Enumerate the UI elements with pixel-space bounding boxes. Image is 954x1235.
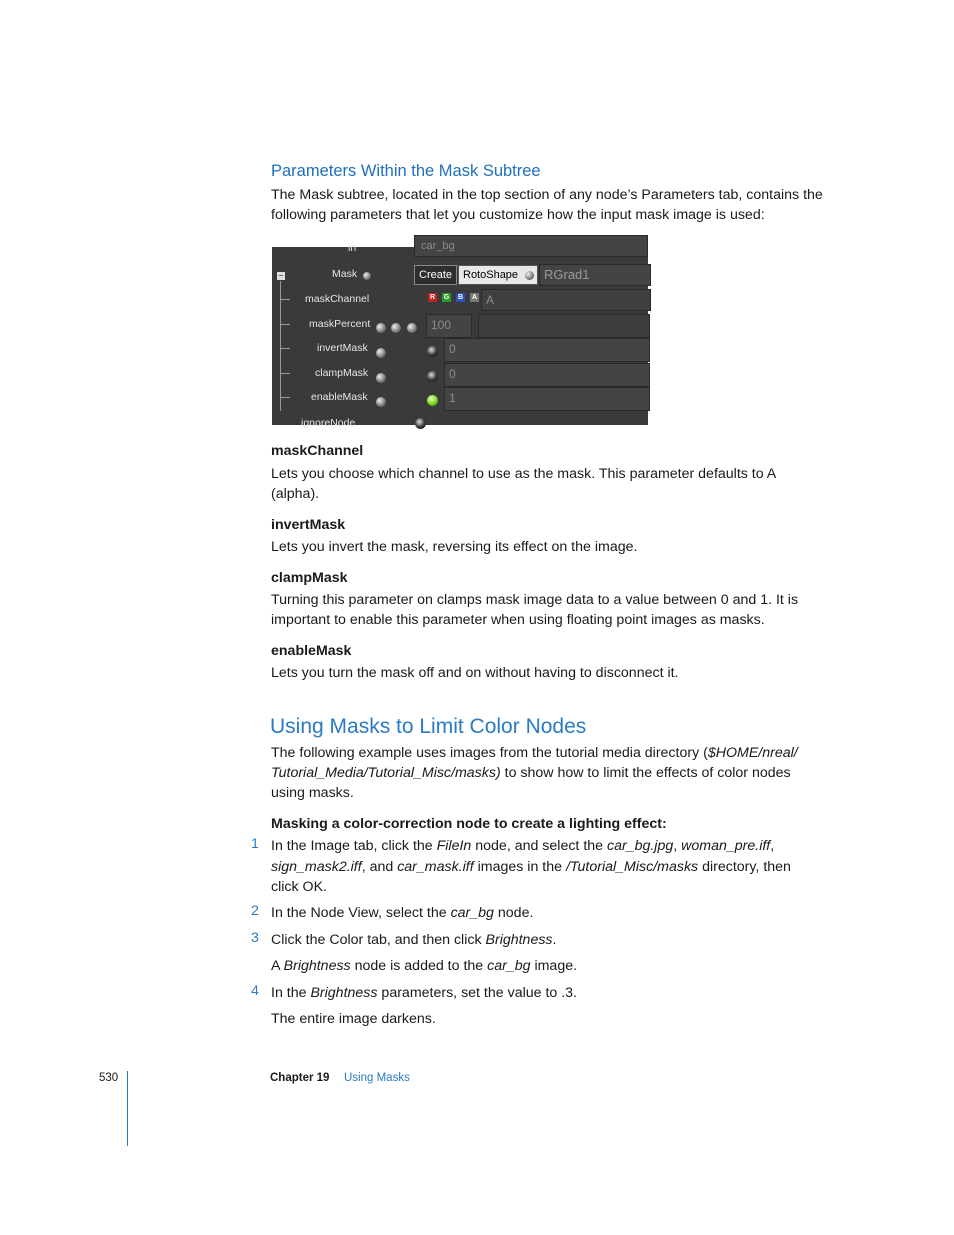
step-2-text [271,903,831,923]
step-3-result [271,956,831,976]
param-desc-maskchannel [271,464,831,504]
text-run: A [271,958,284,974]
text-run: In the Node View, select the [271,905,451,921]
italic-run: /Tutorial_Misc/masks [565,859,699,875]
step-number: 2 [251,903,259,919]
rgrad-field[interactable] [539,264,651,286]
intro2-line-2 [271,763,831,783]
step-number: 3 [251,930,259,946]
mask-knob-icon[interactable] [363,272,371,280]
clampmask-field[interactable] [444,363,650,387]
text-run: node, and select the [471,838,607,854]
italic-run: Brightness [283,958,351,974]
enablemask-knob-icon[interactable] [376,397,386,407]
maskchannel-value: A [486,293,495,307]
path-text: $HOME/nreal/ [707,745,798,761]
text-run: In the Image tab, click the [271,838,437,854]
create-button[interactable]: Create [414,265,457,285]
maskchannel-field [481,289,651,311]
italic-run: Brightness [485,932,553,948]
maskpercent-value: 100 [431,318,452,332]
rgrad-value: RGrad1 [544,267,590,282]
italic-run: woman_pre.iff [681,838,771,854]
alpha-channel-toggle[interactable]: A [471,294,478,301]
red-channel-toggle[interactable]: R [429,294,436,301]
in-field [414,235,648,257]
text-run: directory, then [698,859,791,875]
step-4-result: The entire image darkens. [271,1011,436,1027]
enablemask-value: 1 [449,391,456,405]
intro-line-2: following parameters that let you customize how the input mask image is used: [271,207,765,223]
invertmask-knob-icon[interactable] [376,348,386,358]
text-run: In the [271,985,311,1001]
link-icon[interactable] [391,323,401,333]
invertmask-field[interactable] [444,338,650,362]
enablemask-field[interactable] [444,387,650,411]
text-run: images in the [473,859,566,875]
lock-icon[interactable] [407,323,417,333]
step-line [271,857,831,877]
text-run: , [770,838,775,854]
param-name-enablemask: enableMask [271,643,352,659]
clampmask-value: 0 [449,367,456,381]
param-desc-enablemask: Lets you turn the mask off and on without having to disconnect it. [271,665,679,681]
param-name-maskchannel: maskChannel [271,443,364,459]
intro-line-1: The Mask subtree, located in the top section of any node’s Parameters tab, contains the [271,187,823,203]
clampmask-toggle[interactable] [427,371,438,382]
text-run: The following example uses images from the tutorial media directory ( [271,745,708,761]
tree-branch [280,299,290,300]
param-desc-invertmask: Lets you invert the mask, reversing its effect on the image. [271,539,638,555]
step-1-text [271,836,831,897]
step-number: 4 [251,983,259,999]
ignorenode-label: ignoreNode [301,417,356,429]
page-number: 530 [99,1072,119,1084]
param-desc-line: important to enable this parameter when using floating point images as masks. [271,612,765,628]
path-text: Tutorial_Media/Tutorial_Misc/masks) [271,765,501,781]
text-run: image. [530,958,578,974]
param-desc-clampmask [271,590,831,630]
intro-paragraph [271,185,831,225]
italic-run: car_bg [487,958,531,974]
rotoshape-label: RotoShape [463,269,519,281]
tree-branch [280,324,290,325]
footer-rule [127,1071,128,1146]
collapse-toggle-icon: − [278,271,284,280]
text-run: node. [493,905,534,921]
dropdown-arrow-icon[interactable] [525,271,534,280]
tree-branch [280,397,290,398]
footer-chapter: Chapter 19 [270,1072,330,1084]
text-run: Click the Color tab, and then click [271,932,486,948]
blue-channel-toggle[interactable]: B [457,294,464,301]
param-desc-line: (alpha). [271,486,320,502]
enablemask-label: enableMask [311,391,368,403]
text-run: , and [361,859,398,875]
green-channel-toggle[interactable]: G [443,294,450,301]
mask-parameters-screenshot [272,240,648,429]
param-desc-line: Lets you choose which channel to use as the mask. This parameter defaults to A [271,466,777,482]
maskpercent-slider[interactable] [478,314,650,338]
invertmask-toggle[interactable] [427,346,438,357]
invertmask-label: invertMask [317,342,368,354]
mask-label: Mask [332,268,358,280]
intro2-line-1 [271,743,831,763]
clampmask-knob-icon[interactable] [376,373,386,383]
text-run: node is added to the [350,958,488,974]
param-desc-line: Turning this parameter on clamps mask image data to a value between 0 and 1. It is [271,592,799,608]
enablemask-led-toggle[interactable] [427,395,438,406]
maskpercent-knob-icon[interactable] [376,323,386,333]
maskpercent-label: maskPercent [309,318,371,330]
text-run: , [673,838,682,854]
step-4-text [271,983,831,1003]
intro2-line-3: using masks. [271,785,354,801]
invertmask-value: 0 [449,342,456,356]
step-number: 1 [251,836,259,852]
text-run: to show how to limit the effects of color nodes [500,765,791,781]
tree-branch [280,348,290,349]
step-line: click OK. [271,879,327,895]
text-run: parameters, set the value to .3. [377,985,578,1001]
section2-intro [271,743,831,803]
footer-chapter-title: Using Masks [344,1072,410,1084]
italic-run: car_bg.jpg [606,838,674,854]
section-heading: Parameters Within the Mask Subtree [271,162,541,180]
tree-line [280,281,281,411]
italic-run: sign_mask2.iff [271,859,362,875]
in-value: car_bg [421,240,455,252]
maskpercent-field[interactable] [426,314,472,338]
italic-run: Brightness [310,985,378,1001]
step-3-text [271,930,831,950]
italic-run: car_bg [450,905,494,921]
step-line [271,836,831,856]
clampmask-label: clampMask [315,367,369,379]
param-name-clampmask: clampMask [271,570,348,586]
maskchannel-label: maskChannel [305,293,370,305]
tree-branch [280,373,290,374]
task-heading: Masking a color-correction node to create a lighting effect: [271,816,667,832]
text-run: . [552,932,557,948]
in-label: in [348,242,357,254]
italic-run: car_mask.iff [397,859,474,875]
ignorenode-toggle[interactable] [415,418,426,429]
section2-heading: Using Masks to Limit Color Nodes [270,715,587,738]
param-name-invertmask: invertMask [271,517,346,533]
italic-run: FileIn [436,838,472,854]
